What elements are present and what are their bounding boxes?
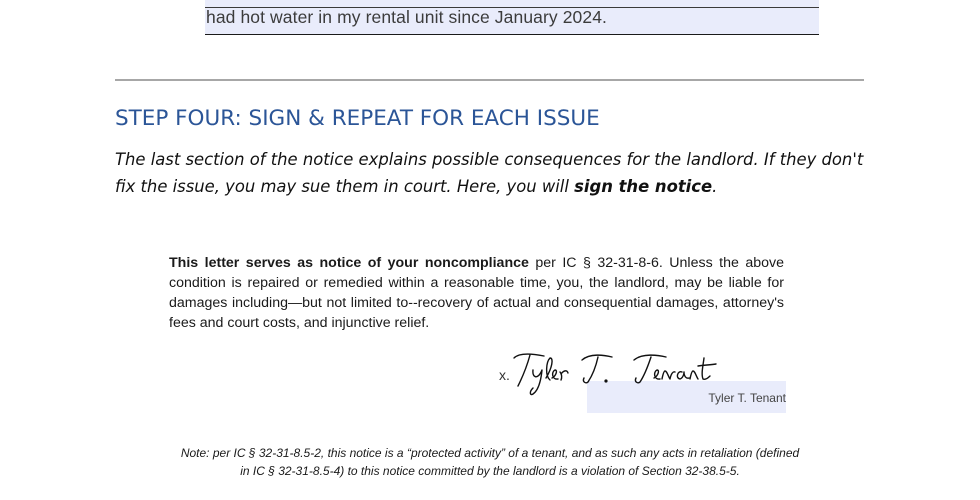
notice-lead: This letter serves as notice of your noncompliance <box>169 255 529 271</box>
retaliation-note <box>150 444 830 480</box>
signature-x-mark: x. <box>499 367 510 383</box>
previous-issue-text: had hot water in my rental unit since January 2024. <box>206 7 608 27</box>
intro-emphasis: sign the notice <box>574 176 713 196</box>
note-line-1: Note: per IC § 32-31-8.5-2, this notice is a “protected activity” of a tenant, and as such any acts in retaliation (defined <box>180 446 800 460</box>
note-line-2: in IC § 32-31-8.5-4) to this notice committed by the landlord is a violation of Section 32-38.5-5. <box>240 464 740 478</box>
noncompliance-notice-paragraph <box>169 253 784 333</box>
intro-text: The last section of the notice explains possible consequences for the landlord. If they don't fix the issue, you may sue them in court. Here, you will <box>115 150 864 196</box>
step-four-instructions <box>115 147 875 200</box>
intro-end: . <box>712 176 718 196</box>
printed-name: Tyler T. Tenant <box>708 391 786 405</box>
notice-body: per IC § 32-31-8-6. Unless the above condition is repaired or remedied within a reasonable time, you, the landlord, may be liable for damages including—but not limited to--recovery of actual and consequential damages, attorney's fees and court costs, and injunctive relief. <box>169 255 784 331</box>
handwritten-signature <box>500 348 730 398</box>
step-four-heading: STEP FOUR: SIGN & REPEAT FOR EACH ISSUE <box>115 106 600 131</box>
previous-issue-field[interactable] <box>205 0 819 35</box>
section-divider <box>115 79 864 81</box>
